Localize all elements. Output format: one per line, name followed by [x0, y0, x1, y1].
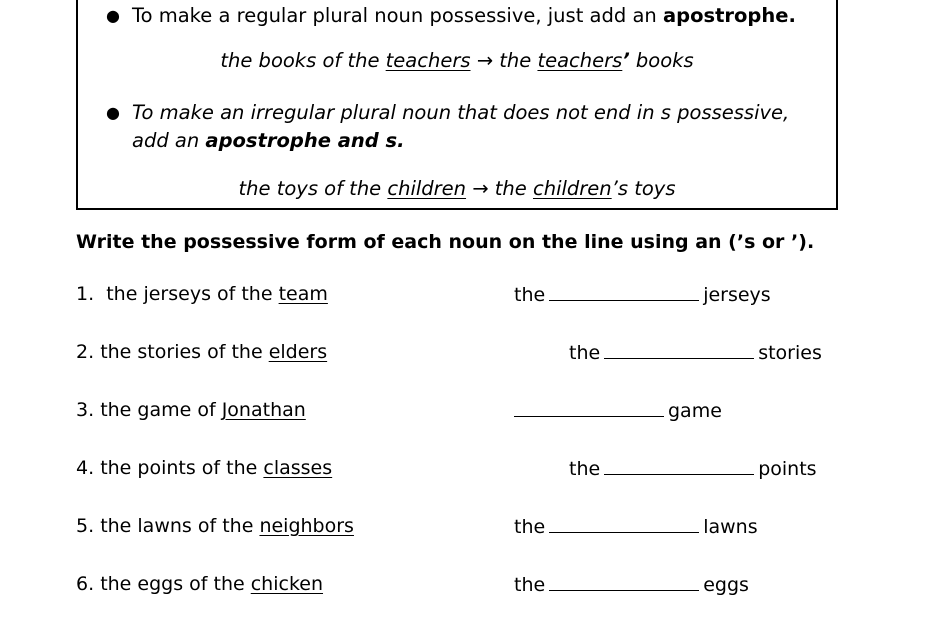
rule-bold: apostrophe. [662, 4, 796, 27]
item-number: 1. [76, 283, 95, 305]
answer-pre: the [514, 516, 546, 538]
answer-post: game [668, 400, 722, 422]
answer-post: jerseys [703, 284, 771, 306]
example-arrow: → the [466, 177, 533, 200]
list-item [76, 454, 332, 482]
example-noun-possessive: teachers [537, 49, 623, 72]
example-text-end: toys [628, 177, 676, 200]
rule-irregular-plural [106, 99, 826, 155]
answer-blank[interactable] [549, 512, 699, 533]
rule-text-line2: add an [132, 129, 206, 152]
answer-post: eggs [703, 574, 749, 596]
answer-blank[interactable] [514, 396, 664, 417]
answer-line [514, 512, 758, 541]
list-item [76, 570, 323, 598]
answer-post: lawns [703, 516, 758, 538]
item-noun: classes [263, 457, 333, 479]
example-mark: ’s [611, 177, 629, 200]
answer-line [514, 280, 771, 309]
list-item [76, 396, 306, 424]
answer-pre: the [569, 458, 601, 480]
bullet-icon: ● [106, 103, 120, 122]
answer-blank[interactable] [604, 338, 754, 359]
rule-bold: apostrophe and s. [205, 129, 405, 152]
item-noun: neighbors [259, 515, 354, 537]
item-noun: elders [268, 341, 328, 363]
item-number: 2. [76, 341, 95, 363]
item-phrase: the eggs of the [100, 573, 251, 595]
item-noun: Jonathan [221, 399, 306, 421]
example-noun: teachers [385, 49, 471, 72]
item-phrase: the lawns of the [100, 515, 260, 537]
answer-line [510, 396, 722, 425]
item-noun: chicken [250, 573, 324, 595]
list-item [76, 280, 328, 308]
rule-text-line1: To make an irregular plural noun that does not end in s possessive, [132, 101, 790, 124]
answer-line [569, 338, 822, 367]
bullet-icon: ● [106, 6, 120, 25]
list-item [76, 338, 327, 366]
example-irregular-plural [78, 175, 836, 203]
answer-line [514, 570, 749, 599]
item-phrase: the points of the [100, 457, 264, 479]
example-noun-possessive: children [532, 177, 612, 200]
rule-regular-plural [106, 2, 826, 30]
answer-line [569, 454, 817, 483]
answer-pre: the [569, 342, 601, 364]
answer-post: points [758, 458, 817, 480]
answer-blank[interactable] [549, 280, 699, 301]
list-item [76, 512, 354, 540]
item-phrase: the game of [100, 399, 222, 421]
answer-pre: the [514, 574, 546, 596]
item-number: 5. [76, 515, 95, 537]
rules-box [76, 0, 838, 210]
example-text: the toys of the [238, 177, 388, 200]
item-number: 6. [76, 573, 95, 595]
rule-text: To make a regular plural noun possessive, just add an [132, 4, 663, 27]
example-arrow: → the [470, 49, 538, 72]
example-noun: children [387, 177, 467, 200]
item-number: 3. [76, 399, 95, 421]
example-regular-plural [78, 47, 836, 75]
answer-pre: the [514, 284, 546, 306]
example-text-end: books [629, 49, 694, 72]
answer-blank[interactable] [604, 454, 754, 475]
answer-blank[interactable] [549, 570, 699, 591]
example-text: the books of the [220, 49, 386, 72]
item-phrase: the stories of the [100, 341, 269, 363]
example-mark: ’ [622, 49, 630, 72]
item-phrase: the jerseys of the [106, 283, 279, 305]
item-number: 4. [76, 457, 95, 479]
item-noun: team [278, 283, 328, 305]
instruction: Write the possessive form of each noun on the line using an (’s or ’). [76, 231, 815, 253]
answer-post: stories [758, 342, 822, 364]
